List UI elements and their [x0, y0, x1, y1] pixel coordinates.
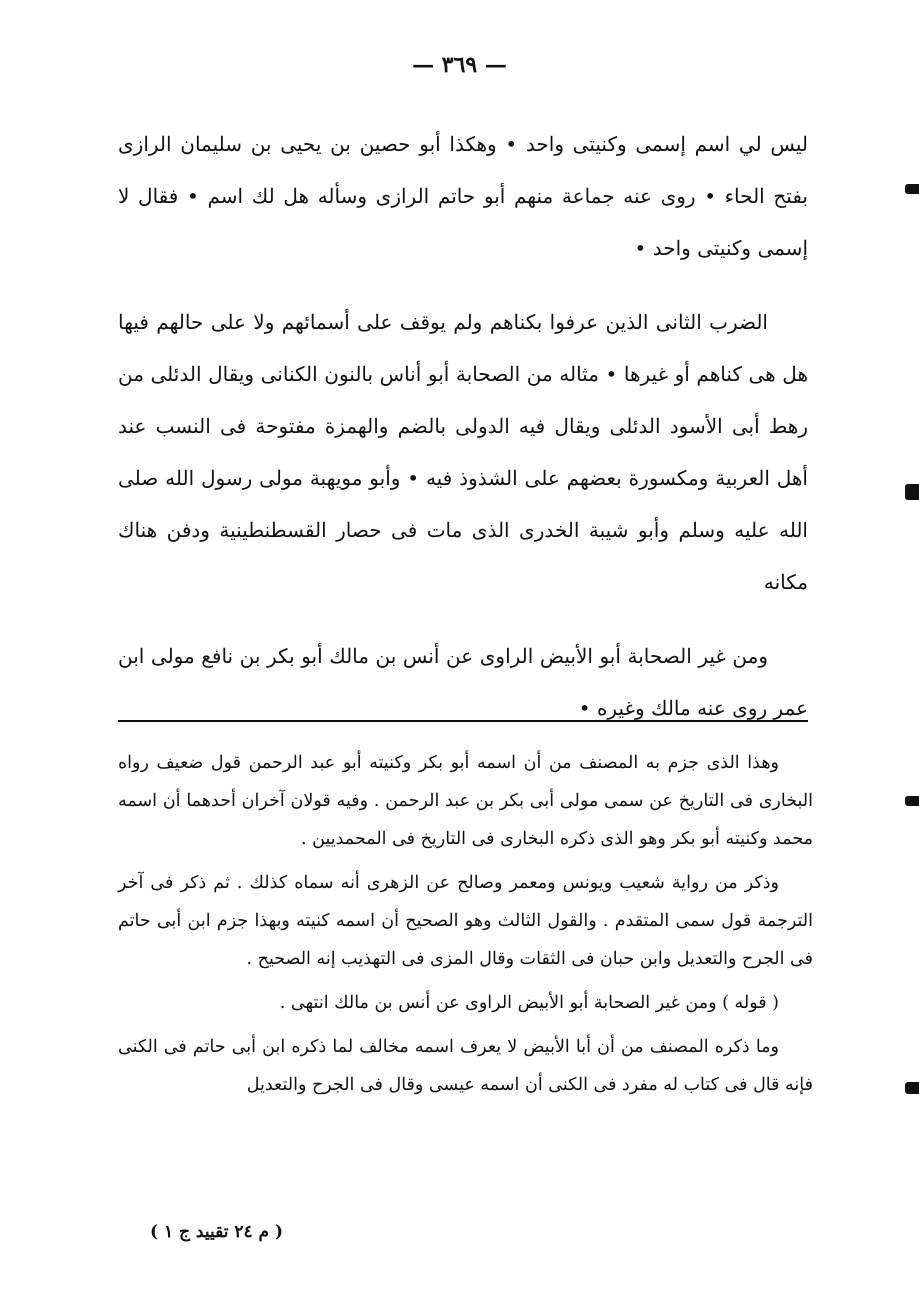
main-paragraph: ومن غير الصحابة أبو الأبيض الراوى عن أنس بن مالك أبو بكر بن نافع مولى ابن عمر روى عنه مالك وغيره • [118, 644, 808, 720]
margin-bleed-mark [905, 484, 919, 500]
margin-bleed-mark [905, 796, 919, 806]
main-paragraph: الضرب الثانى الذين عرفوا بكناهم ولم يوقف على أسمائهم ولا على حالهم فيها هل هى كناهم أو غيرها • مثاله من الصحابة أبو أناس بالنون الكنانى ويقال الدئلى من رهط أبى الأسود الدئلى ويقال فيه الدولى بالضم والهمزة مفتوحة فى النسب عند أهل العربية ومكسورة بعضهم على الشذوذ فيه • وأبو مويهبة مولى رسول الله صلى الله عليه وسلم وأبو شيبة الخدرى الذى مات فى حصار القسطنطينية ودفن هناك مكانه [118, 310, 808, 594]
printer-signature: ( م ٢٤ تقييد ج ١ ) [150, 1222, 284, 1242]
footnote-paragraph: وما ذكره المصنف من أن أبا الأبيض لا يعرف اسمه مخالف لما ذكره ابن أبى حاتم فى الكنى فإنه قال فى كتاب له مفرد فى الكنى أن اسمه عيسى وقال فى الجرح والتعديل [118, 1037, 813, 1095]
footnote-paragraph: وهذا الذى جزم به المصنف من أن اسمه أبو بكر وكنيته أبو عبد الرحمن قول ضعيف رواه البخارى فى التاريخ عن سمى مولى أبى بكر بن عبد الرحمن . وفيه قولان آخران أحدهما أن اسمه محمد وكنيته أبو بكر وهو الذى ذكره البخارى فى التاريخ فى المحمديين . [118, 753, 813, 849]
main-paragraph: ليس لي اسم إسمى وكنيتى واحد • وهكذا أبو حصين بن يحيى بن سليمان الرازى بفتح الحاء • روى عنه جماعة منهم أبو حاتم الرازى وسأله هل لك اسم • فقال لا إسمى وكنيتى واحد • [118, 132, 808, 260]
footnote-paragraph: ( قوله ) ومن غير الصحابة أبو الأبيض الراوى عن أنس بن مالك انتهى . [279, 993, 779, 1013]
margin-bleed-mark [905, 1082, 919, 1094]
footnotes [118, 744, 813, 1110]
margin-bleed-mark [905, 184, 919, 194]
footnote-divider [118, 720, 808, 722]
footnote-paragraph: وذكر من رواية شعيب ويونس ومعمر وصالح عن الزهرى أنه سماه كذلك . ثم ذكر فى آخر الترجمة قول سمى المتقدم . والقول الثالث وهو الصحيح أن اسمه كنيته وبهذا جزم ابن أبى حاتم فى الجرح والتعديل وابن حبان فى الثقات وقال المزى فى التهذيب إنه الصحيح . [118, 873, 813, 969]
main-text [118, 118, 808, 756]
page-number: — ٣٦٩ — [412, 52, 507, 78]
